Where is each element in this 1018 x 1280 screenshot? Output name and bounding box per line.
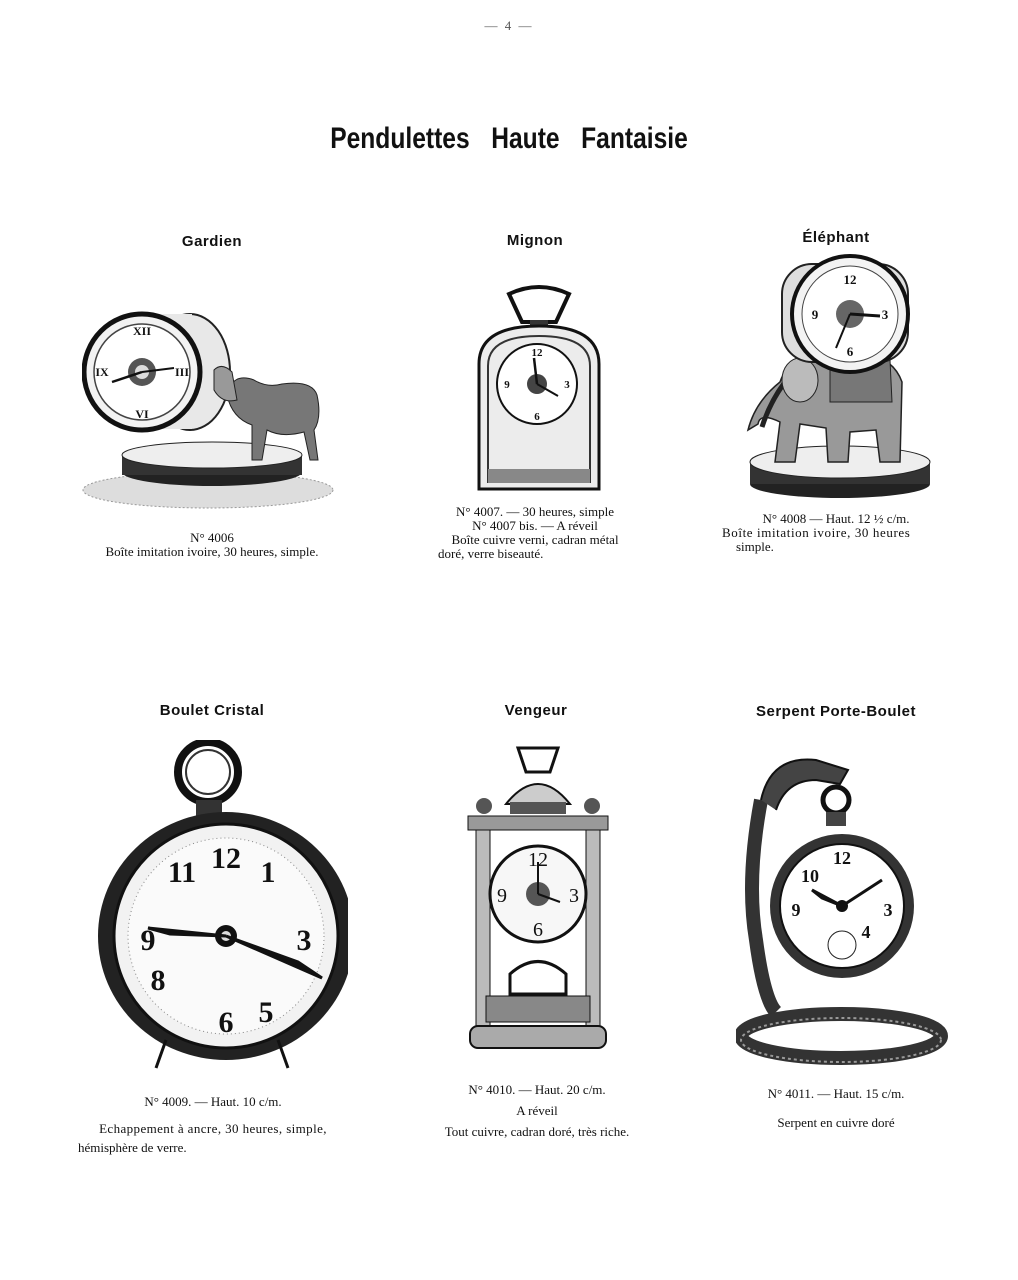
caption-4006 [62,531,362,559]
boulet-cristal-clock-illustration [88,740,348,1070]
item-ref: N° 4010. — Haut. 20 c/m. [468,1082,606,1097]
catalog-item-boulet-cristal [62,702,362,719]
svg-text:10: 10 [801,866,819,886]
svg-text:5: 5 [258,996,274,1029]
catalog-item-mignon [385,232,685,249]
item-desc-line: Tout cuivre, cadran doré, très riche. [444,1124,630,1139]
svg-text:III: III [174,365,190,379]
caption-4008 [722,512,950,554]
item-desc-line: Echappement à ancre, 30 heures, simple, [99,1121,327,1136]
item-desc-line: Serpent en cuivre doré [777,1115,895,1130]
catalog-item-serpent-porte-boulet [686,703,986,720]
caption-4007 [424,505,646,561]
item-ref: N° 4006 [190,530,234,545]
svg-text:4: 4 [861,922,871,942]
serpent-clock-illustration [736,740,951,1065]
svg-text:3: 3 [883,900,893,920]
svg-text:3: 3 [296,924,312,957]
item-ref: N° 4009. — Haut. 10 c/m. [144,1094,282,1109]
page-number: — 4 — [484,18,534,33]
svg-text:3: 3 [569,885,579,907]
catalog-item-vengeur [386,702,686,719]
svg-text:IX: IX [95,365,109,379]
svg-text:8: 8 [150,964,166,997]
item-ref: N° 4008 — Haut. 12 ½ c/m. [762,511,910,526]
svg-text:XII: XII [132,324,152,338]
caption-4009 [74,1095,352,1155]
item-name: Serpent Porte-Boulet [755,703,916,720]
svg-text:12: 12 [833,848,851,868]
svg-text:6: 6 [846,344,854,359]
catalog-item-gardien [62,233,362,250]
item-desc-line: Boîte imitation ivoire, 30 heures [722,525,911,540]
item-name: Boulet Cristal [159,702,265,719]
catalog-item-elephant [686,229,986,246]
item-name: Gardien [181,233,243,250]
svg-text:6: 6 [533,919,543,941]
item-ref: N° 4011. — Haut. 15 c/m. [767,1086,905,1101]
caption-4011 [722,1087,950,1130]
item-desc-line: N° 4007 bis. — A réveil [472,518,598,533]
item-ref: N° 4007. — 30 heures, simple [456,504,614,519]
svg-text:9: 9 [140,924,156,957]
svg-text:VI: VI [135,407,149,421]
mignon-clock-illustration [474,284,604,494]
svg-text:11: 11 [167,856,197,889]
vengeur-clock-illustration [466,744,611,1059]
item-name: Éléphant [802,229,870,246]
gardien-clock-illustration [82,300,334,515]
item-name: Vengeur [504,702,568,719]
svg-text:3: 3 [881,307,889,322]
item-desc-line: doré, verre biseauté. [438,546,544,561]
svg-text:9: 9 [791,900,801,920]
svg-text:12: 12 [528,849,548,871]
caption-4010 [412,1083,662,1139]
item-desc-line: Boîte cuivre verni, cadran métal [451,532,619,547]
svg-text:6: 6 [534,411,540,423]
item-name: Mignon [506,232,564,249]
svg-text:3: 3 [564,379,570,391]
item-desc-line: simple. [736,539,774,554]
item-desc-line: Boîte imitation ivoire, 30 heures, simple. [105,544,319,559]
svg-text:12: 12 [211,842,241,875]
svg-text:1: 1 [260,856,276,889]
svg-text:6: 6 [218,1006,234,1039]
elephant-clock-illustration [740,252,940,502]
svg-text:12: 12 [843,272,857,287]
page-title: Pendulettes Haute Fantaisie [330,122,688,155]
item-desc-line: hémisphère de verre. [78,1140,187,1155]
svg-text:9: 9 [497,885,507,907]
item-desc-line: A réveil [516,1103,558,1118]
svg-text:9: 9 [504,379,510,391]
svg-text:12: 12 [531,347,543,359]
svg-text:9: 9 [811,307,819,322]
